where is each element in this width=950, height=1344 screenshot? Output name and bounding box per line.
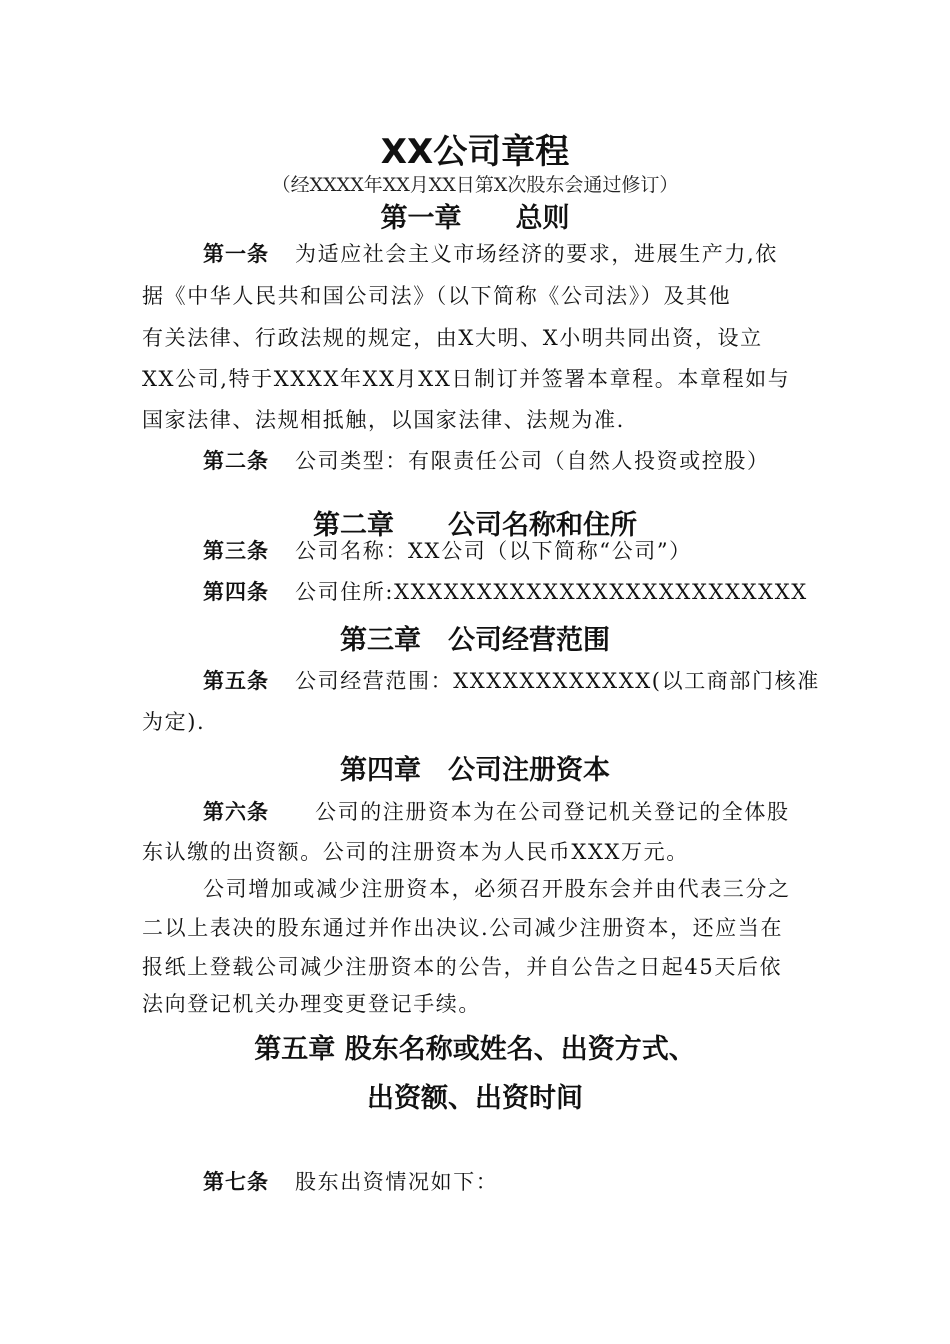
article-1-line-3: 有关法律、行政法规的规定，由X大明、X小明共同出资，设立 (142, 326, 763, 350)
article-1-text-1: 为适应社会主义市场经济的要求，进展生产力,依 (295, 242, 778, 266)
article-1-line-5: 国家法律、法规相抵触，以国家法律、法规为准. (142, 408, 625, 432)
article-4-label: 第四条 (203, 580, 269, 604)
article-5-text-1: 公司经营范围：XXXXXXXXXXXX(以工商部门核准 (295, 669, 820, 693)
article-7-text: 股东出资情况如下： (295, 1170, 499, 1194)
chapter-2-heading: 第二章 公司名称和住所 (313, 510, 637, 541)
article-4 (203, 576, 808, 606)
article-2 (203, 445, 770, 475)
article-2-label: 第二条 (203, 449, 269, 473)
article-5-line-1 (203, 665, 820, 695)
chapter-5-heading-line-2: 出资额、出资时间 (367, 1083, 583, 1114)
article-7-label: 第七条 (203, 1170, 269, 1194)
article-1-line-1 (203, 238, 778, 268)
chapter-1-heading: 第一章 总则 (380, 203, 570, 234)
article-1-label: 第一条 (203, 242, 269, 266)
article-3 (203, 535, 692, 565)
chapter-4-heading: 第四章 公司注册资本 (340, 755, 610, 786)
article-6-line-2: 东认缴的出资额。公司的注册资本为人民币XXX万元。 (142, 840, 689, 864)
article-7 (203, 1166, 498, 1196)
article-6-para2-line-2: 二以上表决的股东通过并作出决议.公司减少注册资本，还应当在 (142, 916, 784, 940)
article-1-line-2: 据《中华人民共和国公司法》（以下简称《公司法》）及其他 (142, 284, 732, 308)
article-6-para2-line-3: 报纸上登载公司减少注册资本的公告，并自公告之日起45天后依 (142, 955, 783, 979)
article-6-para2-line-4: 法向登记机关办理变更登记手续。 (142, 992, 481, 1016)
article-3-label: 第三条 (203, 539, 269, 563)
article-2-text: 公司类型：有限责任公司（自然人投资或控股） (295, 449, 770, 473)
document-subtitle: （经XXXX年XX月XX日第X次股东会通过修订） (271, 174, 679, 196)
article-4-text: 公司住所:XXXXXXXXXXXXXXXXXXXXXXXXX (295, 580, 808, 604)
chapter-5-heading-line-1: 第五章 股东名称或姓名、出资方式、 (254, 1034, 696, 1065)
document-title: XX公司章程 (380, 132, 570, 172)
article-1-line-4: XX公司,特于XXXX年XX月XX日制订并签署本章程。本章程如与 (142, 367, 791, 391)
article-6-text-1: 公司的注册资本为在公司登记机关登记的全体股 (315, 800, 790, 824)
article-6-line-1 (203, 796, 790, 826)
article-5-line-2: 为定). (142, 710, 206, 734)
article-6-para2-line-1: 公司增加或减少注册资本，必须召开股东会并由代表三分之 (203, 877, 791, 901)
chapter-3-heading: 第三章 公司经营范围 (340, 625, 610, 656)
article-5-label: 第五条 (203, 669, 269, 693)
article-6-label: 第六条 (203, 800, 269, 824)
article-3-text: 公司名称：XX公司（以下简称“公司”） (295, 539, 692, 563)
